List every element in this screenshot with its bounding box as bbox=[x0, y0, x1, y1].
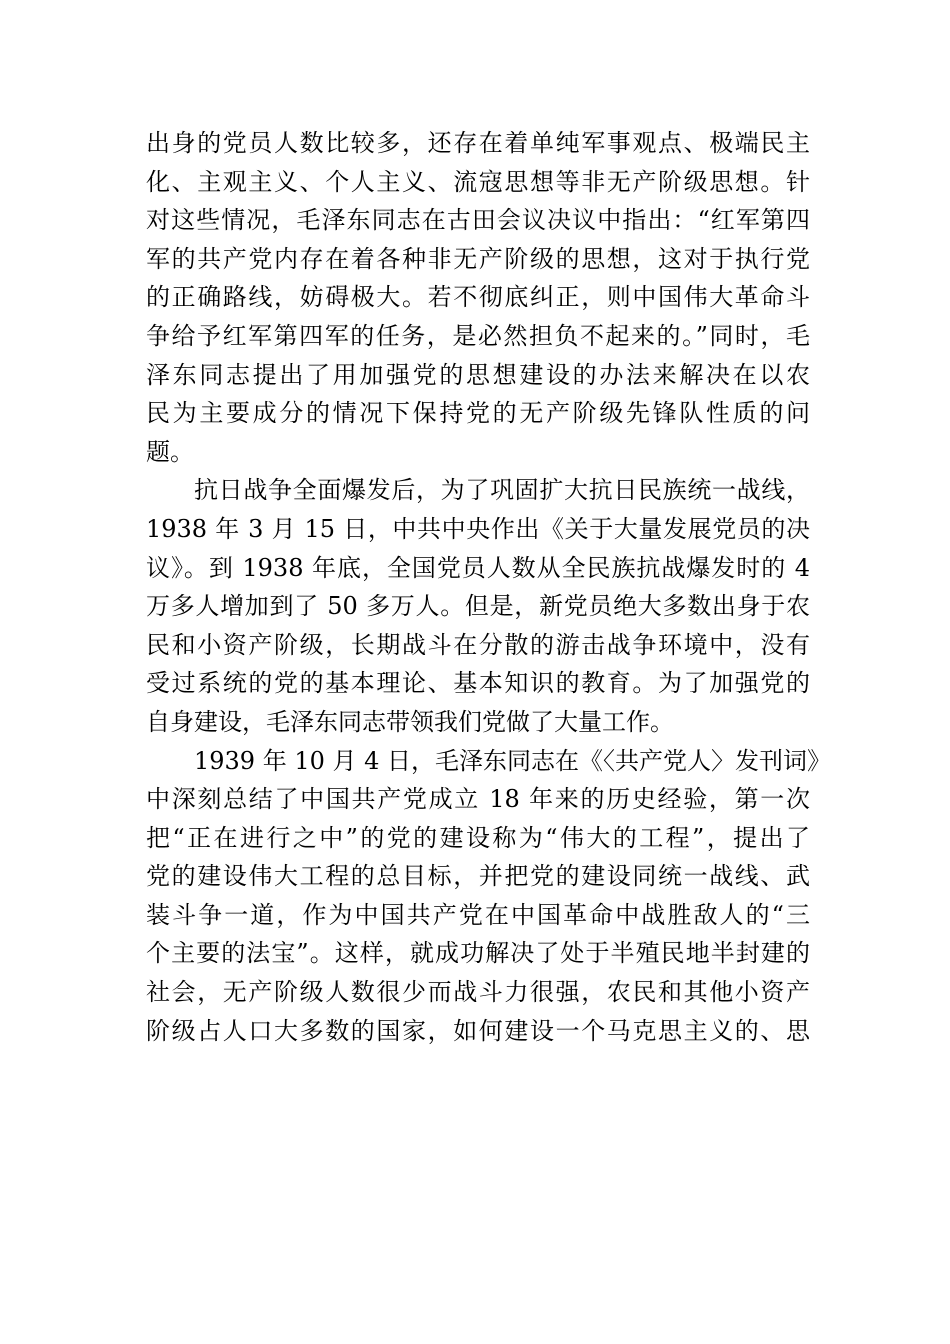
text-line: 1939 年 10 月 4 日，毛泽东同志在《〈共产党人〉发刊词》 bbox=[194, 746, 832, 775]
text-line: 受过系统的党的基本理论、基本知识的教育。为了加强党的 bbox=[146, 669, 810, 698]
text-line: 对这些情况，毛泽东同志在古田会议决议中指出：“红军第四 bbox=[146, 206, 810, 235]
text-line: 出身的党员人数比较多，还存在着单纯军事观点、极端民主 bbox=[146, 129, 810, 157]
text-line: 泽东同志提出了用加强党的思想建设的办法来解决在以农 bbox=[146, 360, 810, 389]
paragraph-3 bbox=[146, 742, 832, 1051]
text-line: 民和小资产阶级，长期战斗在分散的游击战争环境中，没有 bbox=[146, 630, 810, 659]
text-line: 自身建设，毛泽东同志带领我们党做了大量工作。 bbox=[146, 707, 674, 736]
text-line: 装斗争一道，作为中国共产党在中国革命中战胜敌人的“三 bbox=[146, 900, 810, 929]
text-line: 议》。到 1938 年底，全国党员人数从全民族抗战爆发时的 4 bbox=[146, 553, 810, 582]
text-line: 抗日战争全面爆发后，为了巩固扩大抗日民族统一战线， bbox=[194, 476, 810, 505]
text-line: 中深刻总结了中国共产党成立 18 年来的历史经验，第一次 bbox=[146, 785, 810, 814]
body-text bbox=[146, 124, 832, 1050]
text-line: 把“正在进行之中”的党的建设称为“伟大的工程”，提出了 bbox=[146, 823, 810, 852]
paragraph-2 bbox=[146, 471, 810, 741]
text-line: 个主要的法宝”。这样，就成功解决了处于半殖民地半封建的 bbox=[146, 939, 810, 968]
text-line: 化、主观主义、个人主义、流寇思想等非无产阶级思想。针 bbox=[146, 167, 810, 196]
text-line: 题。 bbox=[146, 437, 194, 466]
paragraph-1 bbox=[146, 124, 810, 471]
text-line: 社会，无产阶级人数很少而战斗力很强，农民和其他小资产 bbox=[146, 978, 810, 1007]
text-line: 万多人增加到了 50 多万人。但是，新党员绝大多数出身于农 bbox=[146, 592, 810, 621]
text-line: 的正确路线，妨碍极大。若不彻底纠正，则中国伟大革命斗 bbox=[146, 283, 810, 312]
text-line: 军的共产党内存在着各种非无产阶级的思想，这对于执行党 bbox=[146, 244, 810, 273]
text-line: 1938 年 3 月 15 日，中共中央作出《关于大量发展党员的决 bbox=[146, 514, 810, 543]
text-line: 党的建设伟大工程的总目标，并把党的建设同统一战线、武 bbox=[146, 862, 810, 891]
text-line: 民为主要成分的情况下保持党的无产阶级先锋队性质的问 bbox=[146, 399, 810, 428]
text-line: 争给予红军第四军的任务，是必然担负不起来的。”同时，毛 bbox=[146, 321, 810, 350]
text-line: 阶级占人口大多数的国家，如何建设一个马克思主义的、思 bbox=[146, 1016, 810, 1045]
